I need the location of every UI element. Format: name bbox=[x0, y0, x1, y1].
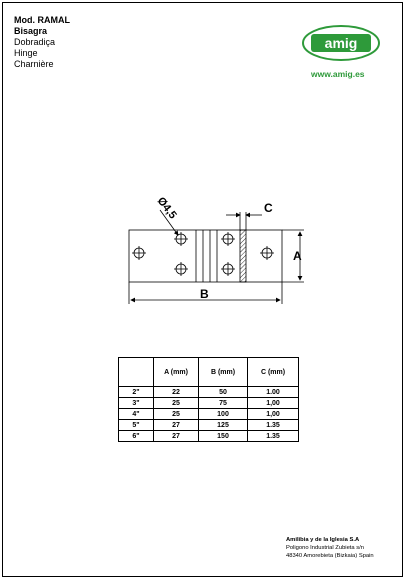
table-row bbox=[119, 409, 299, 420]
table-cell: 1,00 bbox=[248, 409, 299, 420]
hole-4 bbox=[221, 232, 235, 246]
name-french: Charnière bbox=[14, 59, 54, 69]
table-cell: 1.35 bbox=[248, 431, 299, 442]
name-spanish: Bisagra bbox=[14, 26, 48, 36]
hole-3 bbox=[174, 262, 188, 276]
company-address-line1: Poligono Industrial Zubieta s/n bbox=[286, 545, 364, 551]
hole-6 bbox=[260, 246, 274, 260]
company-name: Amilibia y de la Iglesia S.A bbox=[286, 537, 360, 543]
table-row bbox=[119, 387, 299, 398]
table-header-cell: C (mm) bbox=[248, 358, 299, 387]
table-cell: 50 bbox=[199, 387, 248, 398]
table-cell: 27 bbox=[154, 431, 199, 442]
dimension-c bbox=[226, 212, 262, 230]
table-cell: 6" bbox=[119, 431, 154, 442]
table-header-cell bbox=[119, 358, 154, 387]
table-cell: 150 bbox=[199, 431, 248, 442]
company-address-line2: 48340 Amorebieta (Bizkaia) Spain bbox=[286, 553, 374, 559]
hole-5 bbox=[221, 262, 235, 276]
hinge-plate bbox=[129, 230, 282, 282]
section-c-hatch bbox=[240, 230, 246, 282]
table-cell: 22 bbox=[154, 387, 199, 398]
name-portuguese: Dobradiça bbox=[14, 37, 56, 47]
dimension-a-label: A bbox=[293, 249, 302, 263]
hole-diameter-label: Ø4,5 bbox=[154, 195, 179, 222]
table-cell: 2" bbox=[119, 387, 154, 398]
table-row bbox=[119, 431, 299, 442]
table-header-cell: A (mm) bbox=[154, 358, 199, 387]
table-header-row bbox=[119, 358, 299, 387]
table-cell: 1.00 bbox=[248, 387, 299, 398]
hole-1 bbox=[132, 246, 146, 260]
website-link[interactable]: www.amig.es bbox=[311, 69, 365, 79]
logo-text: amig bbox=[324, 35, 358, 51]
hole-2 bbox=[174, 232, 188, 246]
table-cell: 75 bbox=[199, 398, 248, 409]
model-title: Mod. RAMAL bbox=[14, 15, 70, 25]
company-address-block bbox=[286, 536, 374, 560]
table-cell: 4" bbox=[119, 409, 154, 420]
table-cell: 5" bbox=[119, 420, 154, 431]
table-cell: 25 bbox=[154, 409, 199, 420]
table-row bbox=[119, 420, 299, 431]
dimensions-table bbox=[118, 357, 299, 442]
table-row bbox=[119, 398, 299, 409]
name-english: Hinge bbox=[14, 48, 38, 58]
table-cell: 25 bbox=[154, 398, 199, 409]
table-cell: 100 bbox=[199, 409, 248, 420]
table-cell: 3" bbox=[119, 398, 154, 409]
table-header-cell: B (mm) bbox=[199, 358, 248, 387]
dimension-b-label: B bbox=[200, 287, 209, 301]
table-cell: 1.35 bbox=[248, 420, 299, 431]
table-cell: 27 bbox=[154, 420, 199, 431]
table-cell: 1,00 bbox=[248, 398, 299, 409]
dimension-c-label: C bbox=[264, 201, 273, 215]
table-cell: 125 bbox=[199, 420, 248, 431]
